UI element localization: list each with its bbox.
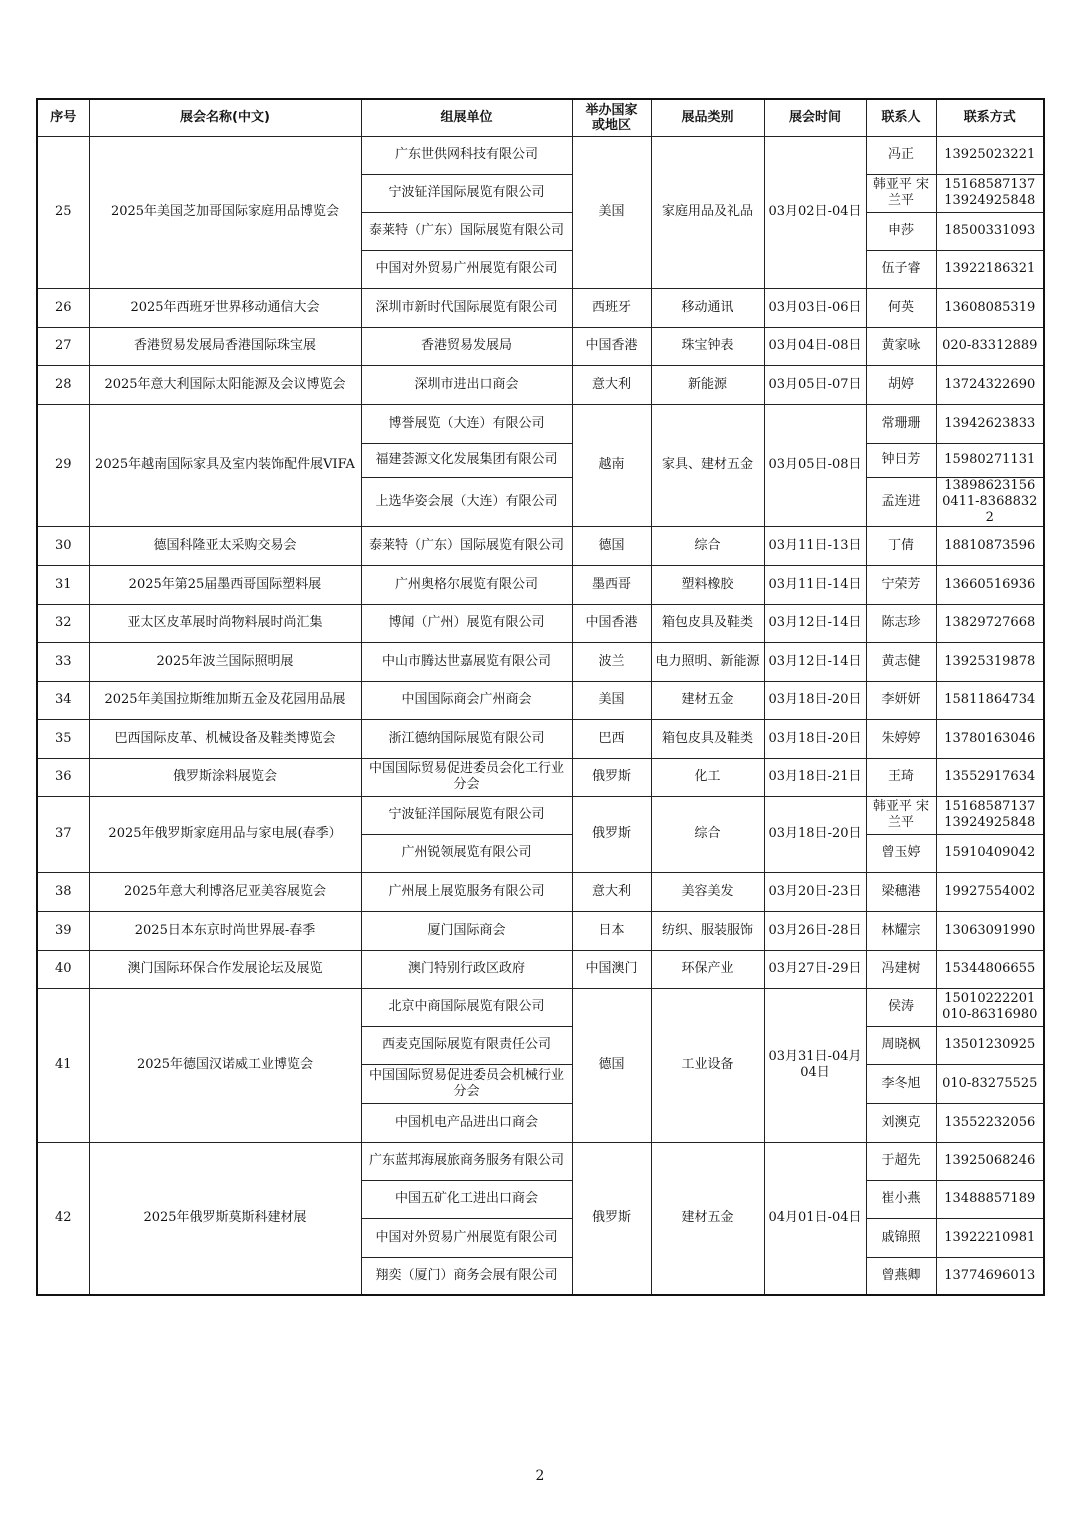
cell-date: 03月05日-08日	[764, 404, 866, 526]
cell-country: 德国	[572, 988, 651, 1142]
cell-contact: 冯建树	[866, 950, 936, 988]
cell-no: 26	[37, 288, 89, 327]
cell-category: 建材五金	[651, 681, 764, 719]
cell-organizer: 中国机电产品进出口商会	[361, 1103, 572, 1142]
cell-no: 30	[37, 526, 89, 565]
cell-phone: 020-83312889	[936, 327, 1044, 365]
cell-date: 03月12日-14日	[764, 642, 866, 681]
cell-organizer: 翔奕（厦门）商务会展有限公司	[361, 1257, 572, 1295]
cell-country: 日本	[572, 911, 651, 950]
cell-no: 32	[37, 604, 89, 642]
cell-name: 2025年波兰国际照明展	[89, 642, 361, 681]
cell-name: 香港贸易发展局香港国际珠宝展	[89, 327, 361, 365]
cell-category: 珠宝钟表	[651, 327, 764, 365]
cell-contact: 丁倩	[866, 526, 936, 565]
cell-phone: 13724322690	[936, 365, 1044, 404]
cell-category: 美容美发	[651, 872, 764, 911]
cell-contact: 宁荣芳	[866, 565, 936, 604]
cell-contact: 刘澳克	[866, 1103, 936, 1142]
cell-name: 德国科隆亚太采购交易会	[89, 526, 361, 565]
table-body	[37, 136, 1044, 1295]
cell-contact: 曾燕卿	[866, 1257, 936, 1295]
cell-organizer: 泰莱特（广东）国际展览有限公司	[361, 526, 572, 565]
cell-date: 03月12日-14日	[764, 604, 866, 642]
header-phone: 联系方式	[936, 99, 1044, 136]
cell-date: 03月20日-23日	[764, 872, 866, 911]
cell-organizer: 广州奥格尔展览有限公司	[361, 565, 572, 604]
cell-phone: 15811864734	[936, 681, 1044, 719]
table-row	[37, 288, 1044, 327]
table-row	[37, 758, 1044, 796]
cell-phone: 13942623833	[936, 404, 1044, 443]
table-row	[37, 988, 1044, 1026]
cell-name: 巴西国际皮革、机械设备及鞋类博览会	[89, 719, 361, 758]
cell-phone: 13488857189	[936, 1180, 1044, 1218]
cell-phone: 13829727668	[936, 604, 1044, 642]
cell-organizer: 中国对外贸易广州展览有限公司	[361, 1218, 572, 1257]
cell-phone: 13922210981	[936, 1218, 1044, 1257]
cell-no: 38	[37, 872, 89, 911]
table-header-row	[37, 99, 1044, 136]
cell-name: 澳门国际环保合作发展论坛及展览	[89, 950, 361, 988]
cell-name: 2025年俄罗斯家庭用品与家电展(春季）	[89, 796, 361, 872]
cell-category: 新能源	[651, 365, 764, 404]
cell-date: 04月01日-04日	[764, 1142, 866, 1295]
cell-contact: 朱婷婷	[866, 719, 936, 758]
table-row	[37, 911, 1044, 950]
cell-phone: 13925068246	[936, 1142, 1044, 1180]
cell-date: 03月05日-07日	[764, 365, 866, 404]
cell-no: 37	[37, 796, 89, 872]
cell-contact: 曾玉婷	[866, 834, 936, 872]
cell-contact: 常珊珊	[866, 404, 936, 443]
cell-no: 41	[37, 988, 89, 1142]
cell-date: 03月03日-06日	[764, 288, 866, 327]
cell-contact: 黄家咏	[866, 327, 936, 365]
cell-category: 家具、建材五金	[651, 404, 764, 526]
cell-organizer: 西麦克国际展览有限责任公司	[361, 1026, 572, 1064]
cell-organizer: 香港贸易发展局	[361, 327, 572, 365]
cell-organizer: 深圳市新时代国际展览有限公司	[361, 288, 572, 327]
cell-date: 03月11日-14日	[764, 565, 866, 604]
cell-phone: 19927554002	[936, 872, 1044, 911]
cell-category: 移动通讯	[651, 288, 764, 327]
cell-contact: 韩亚平 宋兰平	[866, 174, 936, 212]
cell-no: 31	[37, 565, 89, 604]
cell-contact: 梁穗港	[866, 872, 936, 911]
cell-date: 03月31日-04月04日	[764, 988, 866, 1142]
cell-contact: 伍子睿	[866, 250, 936, 288]
cell-contact: 李妍妍	[866, 681, 936, 719]
table-row	[37, 604, 1044, 642]
cell-country: 俄罗斯	[572, 1142, 651, 1295]
cell-name: 2025年俄罗斯莫斯科建材展	[89, 1142, 361, 1295]
table-row	[37, 796, 1044, 834]
cell-phone: 18810873596	[936, 526, 1044, 565]
cell-phone: 18500331093	[936, 212, 1044, 250]
cell-name: 2025年越南国际家具及室内装饰配件展VIFA	[89, 404, 361, 526]
cell-organizer: 宁波钲洋国际展览有限公司	[361, 796, 572, 834]
cell-country: 俄罗斯	[572, 796, 651, 872]
cell-organizer: 澳门特别行政区政府	[361, 950, 572, 988]
cell-contact: 钟日芳	[866, 443, 936, 477]
cell-phone: 13898623156 0411-83688322	[936, 477, 1044, 526]
cell-no: 39	[37, 911, 89, 950]
table-row	[37, 136, 1044, 174]
cell-no: 29	[37, 404, 89, 526]
cell-organizer: 中国国际贸易促进委员会机械行业分会	[361, 1064, 572, 1103]
cell-date: 03月18日-20日	[764, 796, 866, 872]
cell-category: 综合	[651, 796, 764, 872]
cell-organizer: 中国国际商会广州商会	[361, 681, 572, 719]
header-contact: 联系人	[866, 99, 936, 136]
header-date: 展会时间	[764, 99, 866, 136]
cell-country: 波兰	[572, 642, 651, 681]
cell-organizer: 广州展上展览服务有限公司	[361, 872, 572, 911]
cell-name: 2025年西班牙世界移动通信大会	[89, 288, 361, 327]
cell-phone: 15980271131	[936, 443, 1044, 477]
cell-contact: 胡婷	[866, 365, 936, 404]
cell-category: 工业设备	[651, 988, 764, 1142]
cell-contact: 崔小燕	[866, 1180, 936, 1218]
cell-phone: 15344806655	[936, 950, 1044, 988]
table-row	[37, 642, 1044, 681]
cell-contact: 何英	[866, 288, 936, 327]
cell-organizer: 北京中商国际展览有限公司	[361, 988, 572, 1026]
table-row	[37, 1142, 1044, 1180]
cell-no: 34	[37, 681, 89, 719]
cell-country: 巴西	[572, 719, 651, 758]
cell-phone: 13925319878	[936, 642, 1044, 681]
table-row	[37, 365, 1044, 404]
cell-country: 越南	[572, 404, 651, 526]
cell-date: 03月02日-04日	[764, 136, 866, 288]
cell-category: 纺织、服装服饰	[651, 911, 764, 950]
cell-country: 中国香港	[572, 327, 651, 365]
cell-organizer: 浙江德纳国际展览有限公司	[361, 719, 572, 758]
cell-category: 化工	[651, 758, 764, 796]
cell-organizer: 中国对外贸易广州展览有限公司	[361, 250, 572, 288]
cell-phone: 13660516936	[936, 565, 1044, 604]
cell-organizer: 博誉展览（大连）有限公司	[361, 404, 572, 443]
cell-organizer: 广东世供网科技有限公司	[361, 136, 572, 174]
cell-contact: 周晓枫	[866, 1026, 936, 1064]
cell-category: 家庭用品及礼品	[651, 136, 764, 288]
cell-phone: 13780163046	[936, 719, 1044, 758]
cell-name: 2025年美国拉斯维加斯五金及花园用品展	[89, 681, 361, 719]
cell-no: 42	[37, 1142, 89, 1295]
cell-no: 28	[37, 365, 89, 404]
cell-organizer: 中国五矿化工进出口商会	[361, 1180, 572, 1218]
cell-phone: 13774696013	[936, 1257, 1044, 1295]
cell-organizer: 上选华姿会展（大连）有限公司	[361, 477, 572, 526]
cell-no: 36	[37, 758, 89, 796]
cell-organizer: 厦门国际商会	[361, 911, 572, 950]
cell-name: 2025年第25届墨西哥国际塑料展	[89, 565, 361, 604]
cell-phone: 15010222201 010-86316980	[936, 988, 1044, 1026]
cell-organizer: 博闻（广州）展览有限公司	[361, 604, 572, 642]
cell-country: 中国澳门	[572, 950, 651, 988]
cell-phone: 010-83275525	[936, 1064, 1044, 1103]
cell-phone: 13922186321	[936, 250, 1044, 288]
cell-category: 电力照明、新能源	[651, 642, 764, 681]
cell-no: 40	[37, 950, 89, 988]
cell-organizer: 福建荟源文化发展集团有限公司	[361, 443, 572, 477]
cell-country: 意大利	[572, 872, 651, 911]
exhibition-table	[36, 98, 1045, 1296]
cell-phone: 15910409042	[936, 834, 1044, 872]
cell-phone: 13925023221	[936, 136, 1044, 174]
cell-category: 综合	[651, 526, 764, 565]
cell-country: 德国	[572, 526, 651, 565]
cell-date: 03月18日-21日	[764, 758, 866, 796]
cell-country: 美国	[572, 136, 651, 288]
table-row	[37, 526, 1044, 565]
cell-name: 2025年德国汉诺威工业博览会	[89, 988, 361, 1142]
header-category: 展品类别	[651, 99, 764, 136]
header-country: 举办国家 或地区	[572, 99, 651, 136]
cell-category: 塑料橡胶	[651, 565, 764, 604]
cell-country: 墨西哥	[572, 565, 651, 604]
cell-date: 03月27日-29日	[764, 950, 866, 988]
cell-contact: 戚锦照	[866, 1218, 936, 1257]
cell-phone: 13552917634	[936, 758, 1044, 796]
cell-no: 27	[37, 327, 89, 365]
cell-country: 西班牙	[572, 288, 651, 327]
cell-name: 2025年意大利博洛尼亚美容展览会	[89, 872, 361, 911]
cell-date: 03月18日-20日	[764, 719, 866, 758]
cell-contact: 林耀宗	[866, 911, 936, 950]
cell-no: 33	[37, 642, 89, 681]
cell-category: 箱包皮具及鞋类	[651, 604, 764, 642]
cell-no: 25	[37, 136, 89, 288]
table-row	[37, 950, 1044, 988]
cell-country: 意大利	[572, 365, 651, 404]
cell-contact: 冯正	[866, 136, 936, 174]
cell-date: 03月18日-20日	[764, 681, 866, 719]
cell-contact: 黄志健	[866, 642, 936, 681]
cell-contact: 陈志珍	[866, 604, 936, 642]
cell-organizer: 深圳市进出口商会	[361, 365, 572, 404]
page-number: 2	[535, 1468, 545, 1484]
cell-organizer: 泰莱特（广东）国际展览有限公司	[361, 212, 572, 250]
cell-phone: 13552232056	[936, 1103, 1044, 1142]
cell-name: 俄罗斯涂料展览会	[89, 758, 361, 796]
cell-name: 亚太区皮革展时尚物料展时尚汇集	[89, 604, 361, 642]
table-row	[37, 404, 1044, 443]
cell-phone: 15168587137 13924925848	[936, 174, 1044, 212]
cell-organizer: 中国国际贸易促进委员会化工行业分会	[361, 758, 572, 796]
table-row	[37, 719, 1044, 758]
cell-organizer: 中山市腾达世嘉展览有限公司	[361, 642, 572, 681]
cell-organizer: 广州锐领展览有限公司	[361, 834, 572, 872]
cell-date: 03月04日-08日	[764, 327, 866, 365]
table-row	[37, 327, 1044, 365]
cell-contact: 于超先	[866, 1142, 936, 1180]
cell-contact: 王琦	[866, 758, 936, 796]
cell-organizer: 广东蓝邦海展旅商务服务有限公司	[361, 1142, 572, 1180]
cell-no: 35	[37, 719, 89, 758]
cell-country: 美国	[572, 681, 651, 719]
cell-contact: 侯涛	[866, 988, 936, 1026]
cell-phone: 13501230925	[936, 1026, 1044, 1064]
table-row	[37, 565, 1044, 604]
cell-contact: 李冬旭	[866, 1064, 936, 1103]
cell-organizer: 宁波钲洋国际展览有限公司	[361, 174, 572, 212]
header-no: 序号	[37, 99, 89, 136]
cell-category: 环保产业	[651, 950, 764, 988]
table-row	[37, 872, 1044, 911]
cell-category: 建材五金	[651, 1142, 764, 1295]
cell-contact: 申莎	[866, 212, 936, 250]
table-row	[37, 681, 1044, 719]
cell-phone: 15168587137 13924925848	[936, 796, 1044, 834]
cell-country: 俄罗斯	[572, 758, 651, 796]
cell-name: 2025日本东京时尚世界展-春季	[89, 911, 361, 950]
cell-phone: 13608085319	[936, 288, 1044, 327]
cell-name: 2025年意大利国际太阳能源及会议博览会	[89, 365, 361, 404]
header-name: 展会名称(中文)	[89, 99, 361, 136]
cell-name: 2025年美国芝加哥国际家庭用品博览会	[89, 136, 361, 288]
header-organizer: 组展单位	[361, 99, 572, 136]
cell-phone: 13063091990	[936, 911, 1044, 950]
cell-category: 箱包皮具及鞋类	[651, 719, 764, 758]
cell-date: 03月26日-28日	[764, 911, 866, 950]
cell-date: 03月11日-13日	[764, 526, 866, 565]
cell-country: 中国香港	[572, 604, 651, 642]
cell-contact: 孟连进	[866, 477, 936, 526]
cell-contact: 韩亚平 宋兰平	[866, 796, 936, 834]
